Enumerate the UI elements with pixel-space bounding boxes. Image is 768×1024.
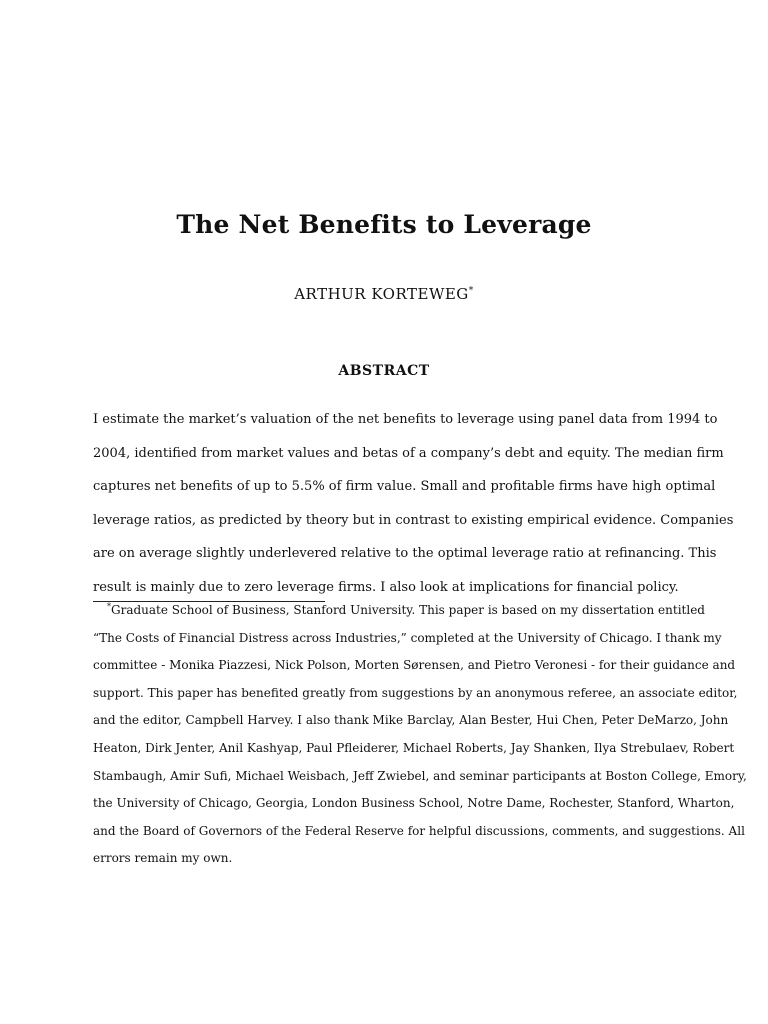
abstract-line: result is mainly due to zero leverage firms. I also look at implications for financial policy. (93, 579, 679, 595)
footnote-line: errors remain my own. (93, 851, 233, 866)
author-footnote (93, 597, 747, 873)
footnote-line: support. This paper has benefited greatly from suggestions by an anonymous referee, an associate editor, (93, 685, 738, 700)
author-footnote-mark: * (468, 286, 474, 296)
abstract-line: leverage ratios, as predicted by theory but in contrast to existing empirical evidence. Companies (93, 512, 734, 528)
author-name: ARTHUR KORTEWEG (294, 285, 469, 303)
abstract-heading: ABSTRACT (338, 363, 430, 379)
paper-title: The Net Benefits to Leverage (176, 210, 592, 239)
footnote-line: and the editor, Campbell Harvey. I also thank Mike Barclay, Alan Bester, Hui Chen, Peter DeMarzo, John (93, 713, 729, 728)
author-line (0, 285, 768, 303)
footnote-line: Heaton, Dirk Jenter, Anil Kashyap, Paul Pfleiderer, Michael Roberts, Jay Shanken, Ilya Strebulaev, Robert (93, 740, 735, 755)
abstract-line: are on average slightly underlevered relative to the optimal leverage ratio at refinancing. This (93, 546, 717, 562)
abstract-line: I estimate the market’s valuation of the net benefits to leverage using panel data from 1994 to (93, 412, 718, 427)
footnote-line: “The Costs of Financial Distress across Industries,” completed at the University of Chicago. I thank my (93, 630, 722, 645)
abstract-line: captures net benefits of up to 5.5% of firm value. Small and profitable firms have high optimal (93, 479, 716, 495)
abstract-line: 2004, identified from market values and betas of a company’s debt and equity. The median firm (93, 445, 724, 461)
footnote-line: committee - Monika Piazzesi, Nick Polson, Morten Sørensen, and Pietro Veronesi - for their guidance and (93, 658, 736, 673)
footnote-line (93, 597, 705, 625)
footnote-mark: * (107, 602, 111, 611)
footnote-line: and the Board of Governors of the Federal Reserve for helpful discussions, comments, and suggestions. All (93, 823, 745, 838)
footnote-line: the University of Chicago, Georgia, London Business School, Notre Dame, Rochester, Stanford, Wharton, (93, 796, 735, 811)
footnote-line-text: Graduate School of Business, Stanford University. This paper is based on my dissertation entitled (111, 603, 705, 617)
footnote-line: Stambaugh, Amir Sufi, Michael Weisbach, Jeff Zwiebel, and seminar participants at Boston College, Emory, (93, 768, 747, 783)
abstract-body (93, 403, 734, 605)
